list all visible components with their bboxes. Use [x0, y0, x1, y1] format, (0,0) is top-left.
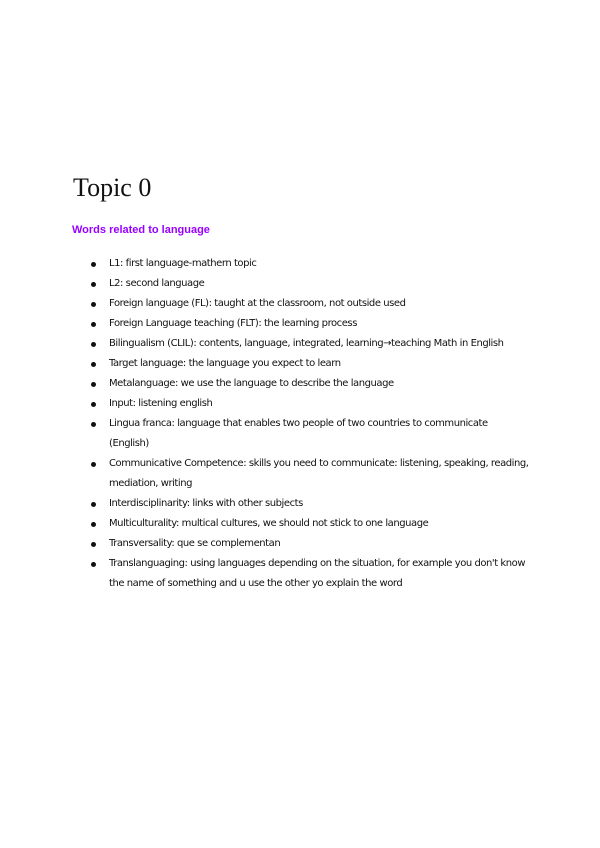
list-item [0, 274, 600, 294]
bullet-icon [91, 342, 96, 347]
list-item [0, 254, 600, 274]
list-item-text: Lingua franca: language that enables two people of two countries to communicate (English) [109, 418, 488, 449]
list-item [0, 514, 600, 534]
section-heading: Words related to language [72, 224, 210, 236]
term-list [0, 254, 600, 594]
page-title: Topic 0 [73, 173, 152, 202]
list-item-text: L2: second language [109, 278, 205, 289]
list-item [0, 534, 600, 554]
bullet-icon [91, 302, 96, 307]
list-item-text: Multiculturality: multical cultures, we should not stick to one language [109, 518, 429, 529]
bullet-icon [91, 362, 96, 367]
list-item [0, 374, 600, 394]
bullet-icon [91, 462, 96, 467]
list-item-text: Interdisciplinarity: links with other subjects [109, 498, 303, 509]
bullet-icon [91, 522, 96, 527]
list-item-text: Foreign language (FL): taught at the classroom, not outside used [109, 298, 406, 309]
list-item-text: Metalanguage: we use the language to describe the language [109, 378, 394, 389]
list-item-text: Communicative Competence: skills you need to communicate: listening, speaking, reading, mediation, writing [109, 458, 529, 489]
bullet-icon [91, 402, 96, 407]
list-item [0, 354, 600, 374]
list-item-text: Input: listening english [109, 398, 213, 409]
list-item-text: L1: first language-mathern topic [109, 258, 257, 269]
list-item [0, 554, 600, 594]
list-item [0, 454, 600, 494]
bullet-icon [91, 502, 96, 507]
list-item [0, 394, 600, 414]
list-item-text: Bilingualism (CLIL): contents, language, integrated, learning→teaching Math in English [109, 338, 504, 349]
list-item [0, 314, 600, 334]
list-item [0, 414, 600, 454]
list-item-text: Transversality: que se complementan [109, 538, 281, 549]
bullet-icon [91, 282, 96, 287]
bullet-icon [91, 562, 96, 567]
list-item [0, 494, 600, 514]
bullet-icon [91, 382, 96, 387]
list-item-text: Translanguaging: using languages depending on the situation, for example you don't know the name of something and u use the other yo explain the word [109, 558, 526, 589]
bullet-icon [91, 262, 96, 267]
bullet-icon [91, 542, 96, 547]
bullet-icon [91, 422, 96, 427]
list-item-text: Target language: the language you expect to learn [109, 358, 341, 369]
list-item [0, 334, 600, 354]
bullet-icon [91, 322, 96, 327]
list-item [0, 294, 600, 314]
list-item-text: Foreign Language teaching (FLT): the learning process [109, 318, 357, 329]
